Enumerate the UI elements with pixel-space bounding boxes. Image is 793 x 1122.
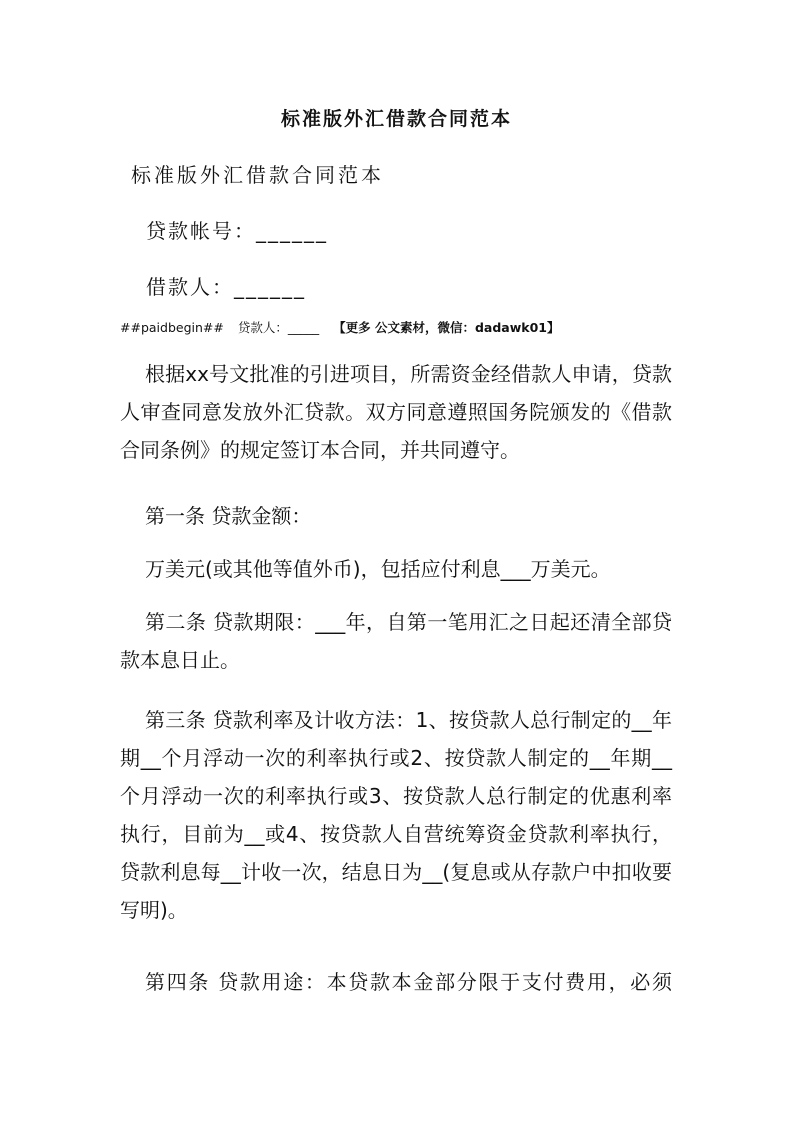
paragraph-article-2: 第二条 贷款期限：___年，自第一笔用汇之日起还清全部贷款本息日止。 [120,610,672,672]
paid-begin-tag: ##paidbegin## [120,320,224,335]
paragraph-article-1-heading: 第一条 贷款金额： [145,504,312,528]
paragraph-article-4: 第四条 贷款用途：本贷款本金部分限于支付费用，必须 [145,970,672,994]
lender-field: 贷款人：_____ [237,320,320,335]
paragraph-article-1-amount: 万美元(或其他等值外币)，包括应付利息___万美元。 [145,557,611,581]
paragraph-preamble: 根据xx号文批准的引进项目，所需资金经借款人申请，贷款人审查同意发放外汇贷款。双方同意遵照国务院颁发的《借款合同条例》的规定签订本合同，并共同遵守。 [120,362,672,462]
promo-text: 【更多 公文素材，微信：dadawk01】 [333,320,560,335]
borrower-line: 借款人：______ [146,275,306,299]
document-title: 标准版外汇借款合同范本 [280,108,512,130]
loan-account-line: 贷款帐号：______ [146,219,328,243]
meta-line [120,318,560,336]
paragraph-article-3: 第三条 贷款利率及计收方法：1、按贷款人总行制定的__年期__个月浮动一次的利率执行或2、按贷款人制定的__年期__个月浮动一次的利率执行或3、按贷款人总行制定的优惠利率执行，目前为__或4、按贷款人自营统筹资金贷款利率执行，贷款利息每__计收一次，结息日为__(复息或从存款户中扣收要写明)。 [120,708,672,922]
document-subtitle: 标准版外汇借款合同范本 [131,163,384,187]
